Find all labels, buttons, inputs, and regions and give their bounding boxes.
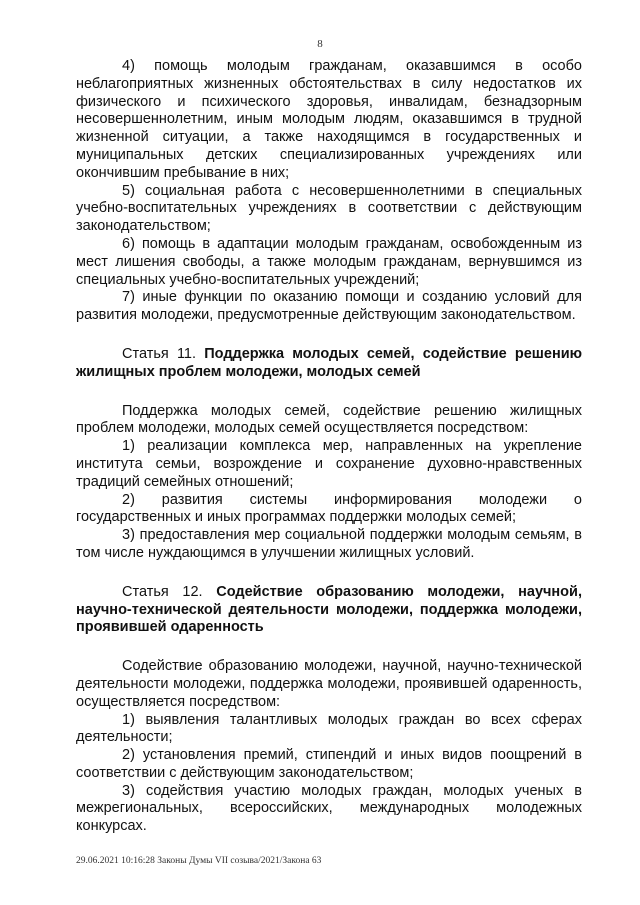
document-body — [76, 58, 582, 836]
article-11-prefix: Статья 11. — [122, 345, 205, 362]
article-12-intro: Содействие образованию молодежи, научной, научно-технической деятельности молодежи, поддержка молодежи, проявившей одаренность, осуществляется посредством: — [76, 658, 582, 710]
article-11-item-1: 1) реализации комплекса мер, направленных на укрепление института семьи, возрождение и сохранение духовно-нравственных традиций семейных отношений; — [76, 438, 582, 490]
paragraph-item-4: 4) помощь молодым гражданам, оказавшимся в особо неблагоприятных жизненных обстоятельствах в силу недостатков их физического и психического здоровья, инвалидам, безнадзорным несовершеннолетним, иным молодым людям, оказавшимся в трудной жизненной ситуации, а также находящимся в государственных и муниципальных детских специализированных учреждениях или окончившим пребывание в них; — [76, 58, 582, 181]
paragraph-item-5: 5) социальная работа с несовершеннолетними в специальных учебно-воспитательных учреждениях в соответствии с действующим законодательством; — [76, 182, 582, 235]
article-12-item-1: 1) выявления талантливых молодых граждан во всех сферах деятельности; — [76, 711, 582, 746]
page-number: 8 — [317, 38, 323, 50]
paragraph-item-6: 6) помощь в адаптации молодым гражданам, освобожденным из мест лишения свободы, а также молодым гражданам, вернувшимся из специальных учебно-воспитательных учреждений; — [76, 235, 582, 288]
article-12-prefix: Статья 12. — [122, 583, 217, 600]
article-11-heading — [76, 346, 582, 382]
article-12-item-2: 2) установления премий, стипендий и иных видов поощрений в соответствии с действующим законодательством; — [76, 747, 582, 781]
footer-stamp: 29.06.2021 10:16:28 Законы Думы VII созыва/2021/Закона 63 — [76, 856, 322, 866]
article-12-title: Содействие образованию молодежи, научной, научно-технической деятельности молодежи, поддержка молодежи, проявившей одаренность — [76, 583, 582, 636]
article-12-heading — [76, 584, 582, 637]
article-12-item-3: 3) содействия участию молодых граждан, молодых ученых в межрегиональных, всероссийских, международных молодежных конкурсах. — [76, 782, 582, 835]
paragraph-item-7: 7) иные функции по оказанию помощи и созданию условий для развития молодежи, предусмотренные действующим законодательством. — [76, 289, 582, 324]
article-11-title: Поддержка молодых семей, содействие решению жилищных проблем молодежи, молодых семей — [76, 345, 582, 380]
article-11-item-3: 3) предоставления мер социальной поддержки молодым семьям, в том числе нуждающимся в улучшении жилищных условий. — [76, 527, 582, 561]
article-11-intro: Поддержка молодых семей, содействие решению жилищных проблем молодежи, молодых семей осуществляется посредством: — [76, 402, 582, 437]
article-11-item-2: 2) развития системы информирования молодежи о государственных и иных программах поддержки молодых семей; — [76, 491, 582, 526]
